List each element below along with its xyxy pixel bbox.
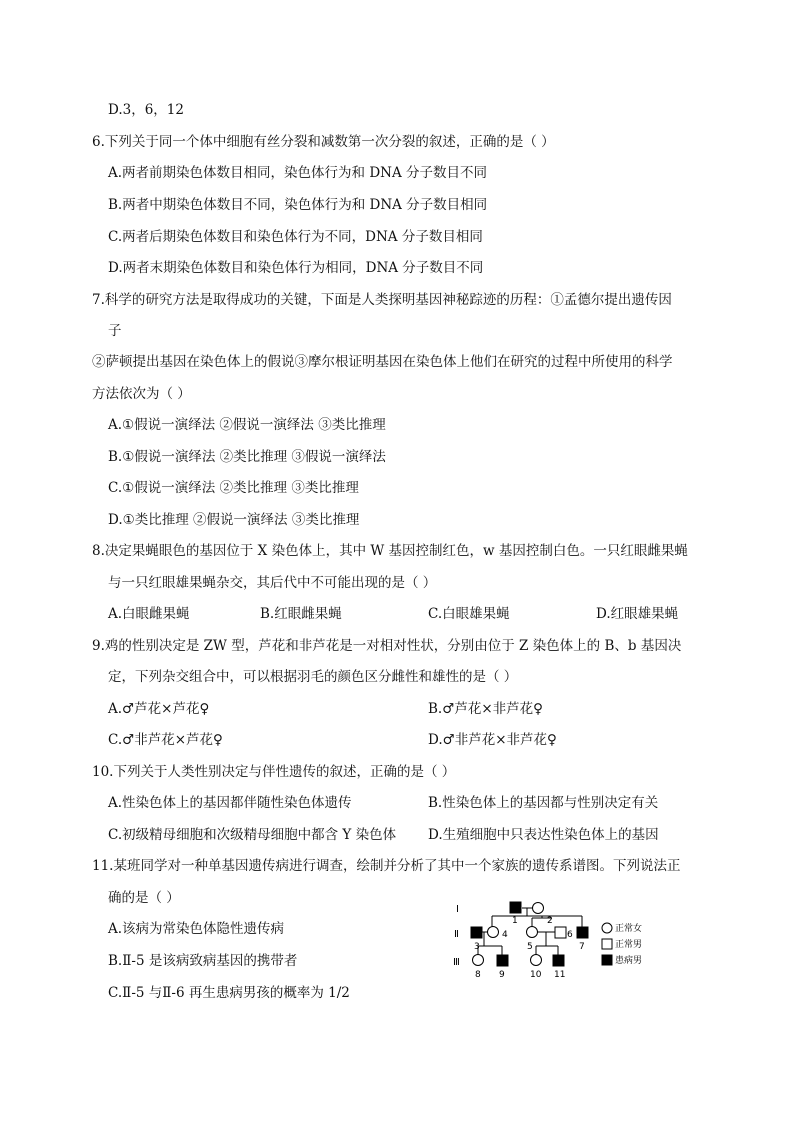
q10-option-c: C.初级精母细胞和次级精母细胞中都含 Y 染色体 [108, 827, 397, 843]
pedigree-individual-5 [527, 927, 538, 938]
pedigree-chart [452, 896, 692, 988]
legend-male-symbol [602, 939, 612, 949]
q9-stem-line1: 9.鸡的性别决定是 ZW 型，芦花和非芦花是一对相对性状，分别由位于 Z 染色体上的 B、b 基因决 [92, 638, 682, 654]
q9-option-d: D.♂非芦花×非芦花♀ [428, 732, 557, 748]
q8-stem-line2: 与一只红眼雄果蝇杂交，其后代中不可能出现的是（ ） [108, 575, 437, 591]
legend-male-label: 正常男 [615, 940, 643, 950]
q11-stem-line2: 确的是（ ） [108, 890, 180, 906]
q10-option-b: B.性染色体上的基因都与性别决定有关 [428, 795, 659, 811]
q7-option-d: D.①类比推理 ②假说一演绎法 ③类比推理 [108, 512, 360, 528]
pedigree-individual-1 [510, 902, 521, 913]
q6-stem: 6.下列关于同一个体中细胞有丝分裂和减数第一次分裂的叙述，正确的是（ ） [92, 134, 555, 150]
individual-number: 7 [579, 942, 585, 952]
q11-option-b: B.Ⅱ-5 是该病致病基因的携带者 [108, 953, 298, 969]
pedigree-individual-8 [473, 955, 484, 966]
q6-option-d: D.两者末期染色体数目和染色体行为相同，DNA 分子数目不同 [108, 260, 484, 276]
q8-option-b: B.红眼雌果蝇 [260, 606, 342, 622]
individual-number: 8 [475, 970, 481, 980]
individual-number: 1 [512, 916, 518, 926]
q5-option-d: D.3，6，12 [108, 102, 184, 118]
q8-option-a: A.白眼雌果蝇 [108, 606, 190, 622]
pedigree-individual-7 [577, 927, 588, 938]
legend-female-symbol [602, 923, 612, 933]
q9-option-b: B.♂芦花×非芦花♀ [428, 701, 543, 717]
q7-stem-line3: ②萨顿提出基因在染色体上的假说③摩尔根证明基因在染色体上他们在研究的过程中所使用的科学 [92, 354, 673, 370]
q7-option-a: A.①假说一演绎法 ②假说一演绎法 ③类比推理 [108, 417, 386, 433]
q7-stem-line2: 子 [108, 323, 122, 339]
individual-number: 3 [474, 942, 480, 952]
q9-stem-line2: 定，下列杂交组合中，可以根据羽毛的颜色区分雌性和雄性的是（ ） [108, 669, 518, 685]
individual-number: 11 [554, 970, 566, 980]
individual-number: 6 [567, 930, 573, 940]
individual-number: 4 [502, 930, 508, 940]
individual-number: 10 [530, 970, 542, 980]
generation-label-3: Ⅲ [453, 957, 460, 968]
q11-option-c: C.Ⅱ-5 与Ⅱ-6 再生患病男孩的概率为 1/2 [108, 985, 350, 1001]
individual-number: 2 [547, 916, 553, 926]
q7-stem-line4: 方法依次为（ ） [92, 386, 191, 402]
pedigree-individual-6 [555, 927, 566, 938]
q8-option-d: D.红眼雄果蝇 [596, 606, 679, 622]
legend-affected-label: 患病男 [615, 956, 643, 966]
q6-option-c: C.两者后期染色体数目和染色体行为不同，DNA 分子数目相同 [108, 229, 483, 245]
q9-option-c: C.♂非芦花×芦花♀ [108, 732, 223, 748]
pedigree-individual-9 [497, 955, 508, 966]
individual-number: 9 [499, 970, 505, 980]
legend-female-label: 正常女 [615, 924, 643, 934]
q9-option-a: A.♂芦花×芦花♀ [108, 701, 210, 717]
legend-affected-symbol [602, 955, 612, 965]
q7-option-b: B.①假说一演绎法 ②类比推理 ③假说一演绎法 [108, 449, 386, 465]
q11-stem-line1: 11.某班同学对一种单基因遗传病进行调查，绘制并分析了其中一个家族的遗传系谱图。下列说法正 [92, 858, 681, 874]
pedigree-individual-2 [533, 903, 544, 914]
q8-stem-line1: 8.决定果蝇眼色的基因位于 X 染色体上，其中 W 基因控制红色，w 基因控制白色。一只红眼雌果蝇 [92, 543, 688, 559]
pedigree-individual-4 [488, 927, 499, 938]
q6-option-b: B.两者中期染色体数目不同，染色体行为和 DNA 分子数目相同 [108, 197, 488, 213]
q6-option-a: A.两者前期染色体数目相同，染色体行为和 DNA 分子数目不同 [108, 165, 488, 181]
generation-label-1: I [456, 904, 459, 915]
q7-option-c: C.①假说一演绎法 ②类比推理 ③类比推理 [108, 480, 359, 496]
q10-stem: 10.下列关于人类性别决定与伴性遗传的叙述，正确的是（ ） [92, 764, 456, 780]
q11-option-a: A.该病为常染色体隐性遗传病 [108, 921, 285, 937]
q10-option-d: D.生殖细胞中只表达性染色体上的基因 [428, 827, 659, 843]
q10-option-a: A.性染色体上的基因都伴随性染色体遗传 [108, 795, 352, 811]
individual-number: 5 [527, 942, 533, 952]
generation-label-2: Ⅱ [454, 929, 459, 940]
q7-stem-line1: 7.科学的研究方法是取得成功的关键，下面是人类探明基因神秘踪迹的历程：①孟德尔提出遗传因 [92, 292, 672, 308]
q8-option-c: C.白眼雄果蝇 [428, 606, 510, 622]
pedigree-individual-11 [553, 955, 564, 966]
pedigree-individual-3 [471, 927, 482, 938]
pedigree-individual-10 [531, 955, 542, 966]
